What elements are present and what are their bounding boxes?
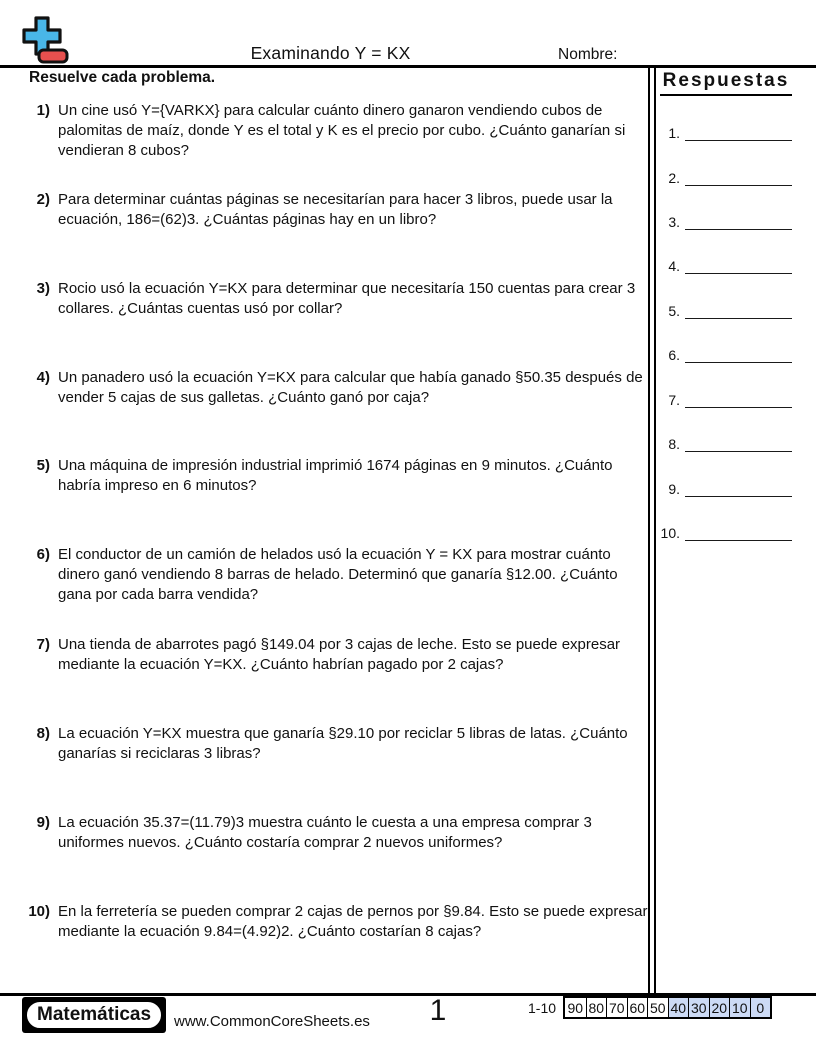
problem-3	[24, 279, 654, 319]
problem-number: 10)	[28, 903, 50, 920]
score-cell: 40	[668, 998, 689, 1017]
answer-blank-line	[685, 124, 792, 141]
score-cell: 50	[647, 998, 668, 1017]
problem-text: Rocio usó la ecuación Y=KX para determinar que necesitaría 150 cuentas para crear 3 collares. ¿Cuántas cuentas usó por collar?	[58, 280, 636, 317]
answer-number: 7.	[668, 392, 680, 408]
score-cell: 60	[627, 998, 648, 1017]
answer-blank-line	[685, 435, 792, 452]
page-number: 1	[429, 994, 447, 1027]
problem-6	[24, 545, 654, 605]
answer-blank-line	[685, 480, 792, 497]
problem-text: Una tienda de abarrotes pagó §149.04 por 3 cajas de leche. Esto se puede expresar mediante la ecuación Y=KX. ¿Cuánto habrían pagado por 2 cajas?	[58, 636, 621, 673]
answer-row-6	[656, 346, 792, 363]
problem-text: En la ferretería se pueden comprar 2 cajas de pernos por §9.84. Esto se puede expresar mediante la ecuación 9.84=(4.92)2. ¿Cuánto costarían 8 cajas?	[58, 903, 648, 940]
answer-row-10	[656, 524, 792, 541]
answer-blank-line	[685, 213, 792, 230]
problem-2	[24, 190, 654, 230]
brand-logo	[22, 997, 166, 1033]
answer-row-1	[656, 124, 792, 141]
answer-blank-line	[685, 257, 792, 274]
answer-blank-line	[685, 391, 792, 408]
score-cell: 10	[729, 998, 750, 1017]
answer-blank-line	[685, 302, 792, 319]
score-cell: 30	[688, 998, 709, 1017]
answer-number: 2.	[668, 170, 680, 186]
score-cell: 90	[565, 998, 586, 1017]
problem-number: 7)	[36, 636, 50, 653]
problem-8	[24, 724, 654, 764]
problem-number: 9)	[36, 814, 50, 831]
score-cell: 80	[586, 998, 607, 1017]
answer-row-7	[656, 391, 792, 408]
answer-number: 4.	[668, 258, 680, 274]
header-rule	[0, 65, 816, 68]
problem-text: Un cine usó Y={VARKX} para calcular cuánto dinero ganaron vendiendo cubos de palomitas de maíz, donde Y es el total y K es el precio por cubo. ¿Cuánto ganarían si vendieran 8 cubos?	[58, 102, 626, 159]
brand-label: Matemáticas	[25, 1000, 163, 1030]
problem-number: 6)	[36, 546, 50, 563]
instructions: Resuelve cada problema.	[29, 69, 216, 86]
problem-text: La ecuación Y=KX muestra que ganaría §29.10 por reciclar 5 libras de latas. ¿Cuánto ganarías si reciclaras 3 libras?	[58, 725, 628, 762]
score-cell: 70	[606, 998, 627, 1017]
answer-row-5	[656, 302, 792, 319]
answer-row-4	[656, 257, 792, 274]
answer-row-8	[656, 435, 792, 452]
problem-number: 4)	[36, 369, 50, 386]
page-title: Examinando Y = KX	[250, 43, 411, 63]
answer-number: 3.	[668, 214, 680, 230]
answers-heading: Respuestas	[660, 70, 792, 96]
answer-row-2	[656, 169, 792, 186]
problem-7	[24, 635, 654, 675]
answer-number: 5.	[668, 303, 680, 319]
problem-4	[24, 368, 654, 408]
score-cell: 0	[750, 998, 771, 1017]
answer-blank-line	[685, 346, 792, 363]
problem-number: 5)	[36, 457, 50, 474]
answer-row-9	[656, 480, 792, 497]
answer-row-3	[656, 213, 792, 230]
answer-number: 9.	[668, 481, 680, 497]
website-url: www.CommonCoreSheets.es	[174, 1013, 370, 1030]
score-grid	[563, 996, 772, 1019]
score-cell: 20	[709, 998, 730, 1017]
answer-number: 8.	[668, 436, 680, 452]
problem-text: Una máquina de impresión industrial imprimió 1674 páginas en 9 minutos. ¿Cuánto habría impreso en 6 minutos?	[58, 457, 613, 494]
problem-text: El conductor de un camión de helados usó la ecuación Y = KX para mostrar cuánto dinero ganó vendiendo 8 barras de helado. Determinó que ganaría §12.00. ¿Cuánto gana por cada barra vendida?	[58, 546, 618, 603]
answer-number: 6.	[668, 347, 680, 363]
answer-blank-line	[685, 524, 792, 541]
score-range-label: 1-10	[528, 999, 557, 1016]
answer-number: 1.	[668, 125, 680, 141]
answer-number: 10.	[660, 525, 680, 541]
problem-text: Para determinar cuántas páginas se necesitarían para hacer 3 libros, puede usar la ecuación, 186=(62)3. ¿Cuántas páginas hay en un libro?	[58, 191, 613, 228]
problem-10	[24, 902, 654, 942]
problem-text: Un panadero usó la ecuación Y=KX para calcular que había ganado §50.35 después de vender 5 cajas de sus galletas. ¿Cuánto ganó por caja?	[58, 369, 643, 406]
name-label: Nombre:	[558, 46, 618, 63]
problem-number: 1)	[36, 102, 50, 119]
problem-number: 3)	[36, 280, 50, 297]
problem-number: 2)	[36, 191, 50, 208]
problem-5	[24, 456, 654, 496]
problem-text: La ecuación 35.37=(11.79)3 muestra cuánto le cuesta a una empresa comprar 3 uniformes nuevos. ¿Cuánto costaría comprar 2 nuevos uniformes?	[58, 814, 592, 851]
problem-number: 8)	[36, 725, 50, 742]
score-strip	[528, 996, 772, 1019]
problem-1	[24, 101, 654, 161]
problem-9	[24, 813, 654, 853]
answer-blank-line	[685, 169, 792, 186]
